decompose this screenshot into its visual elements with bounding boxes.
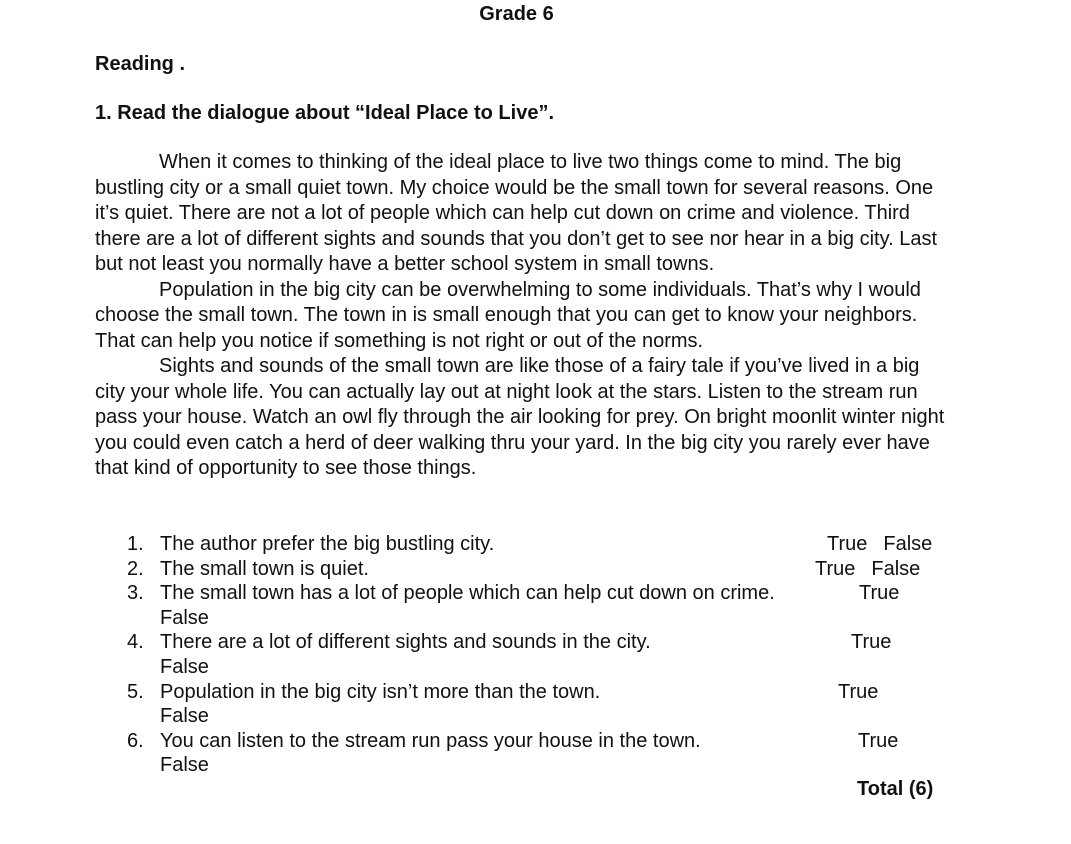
passage-paragraph-1: When it comes to thinking of the ideal place to live two things come to mind. The big bustling city or a small quiet town. My choice would be the small town for several reasons. One it’s quiet. There are not a lot of people which can help cut down on crime and violence. Third there are a lot of different sights and sounds that you don’t get to see nor hear in a big city. Last but not least you normally have a better school system in small towns.	[95, 151, 938, 275]
question-number: 1.	[127, 533, 144, 555]
false-option[interactable]: False	[871, 557, 921, 580]
answer-options	[815, 557, 920, 582]
question-number: 4.	[127, 631, 144, 654]
answer-options	[827, 532, 932, 557]
question-text: The small town is quiet.	[160, 557, 369, 580]
passage-paragraph-3: Sights and sounds of the small town are like those of a fairy tale if you’ve lived in a big city your whole life. You can actually lay out at night look at the stars. Listen to the stream run pass your house. Watch an owl fly through the air looking for prey. On bright moonlit winter night you could even catch a herd of deer walking thru your yard. In the big city you rarely ever have that kind of opportunity to see those things.	[95, 355, 945, 479]
passage-paragraph-2: Population in the big city can be overwhelming to some individuals. That’s why I would choose the small town. The town in is small enough that you can get to know your neighbors. That can help you notice if something is not right or out of the norms.	[95, 278, 921, 352]
question-text: There are a lot of different sights and sounds in the city.	[160, 631, 651, 654]
false-option[interactable]: False	[160, 705, 209, 728]
task-instruction: 1. Read the dialogue about “Ideal Place to Live”.	[95, 102, 554, 124]
question-text: Population in the big city isn’t more than the town.	[160, 680, 601, 703]
total-score: Total (6)	[857, 778, 934, 800]
question-number: 3.	[127, 582, 144, 605]
true-option[interactable]: True	[858, 729, 899, 752]
grade-heading: Grade 6	[479, 3, 554, 25]
question-number: 2.	[127, 557, 144, 580]
question-item	[95, 532, 955, 557]
true-option[interactable]: True	[859, 582, 900, 605]
question-item	[95, 729, 955, 778]
true-false-questions	[95, 532, 955, 778]
question-item	[95, 581, 955, 630]
section-title: Reading .	[95, 53, 186, 75]
true-option[interactable]: True	[827, 533, 868, 555]
question-text: The author prefer the big bustling city.	[160, 533, 495, 555]
true-option[interactable]: True	[838, 680, 879, 703]
question-text: You can listen to the stream run pass your house in the town.	[160, 729, 701, 752]
false-option[interactable]: False	[160, 754, 209, 777]
false-option[interactable]: False	[160, 606, 209, 629]
true-option[interactable]: True	[851, 631, 892, 654]
question-number: 5.	[127, 680, 144, 703]
true-option[interactable]: True	[815, 557, 856, 580]
question-item	[95, 630, 955, 679]
question-item	[95, 680, 955, 729]
question-text: The small town has a lot of people which can help cut down on crime.	[160, 582, 775, 605]
question-item	[95, 557, 955, 582]
false-option[interactable]: False	[160, 655, 209, 678]
reading-passage	[95, 150, 945, 482]
false-option[interactable]: False	[883, 533, 933, 555]
question-number: 6.	[127, 729, 144, 752]
